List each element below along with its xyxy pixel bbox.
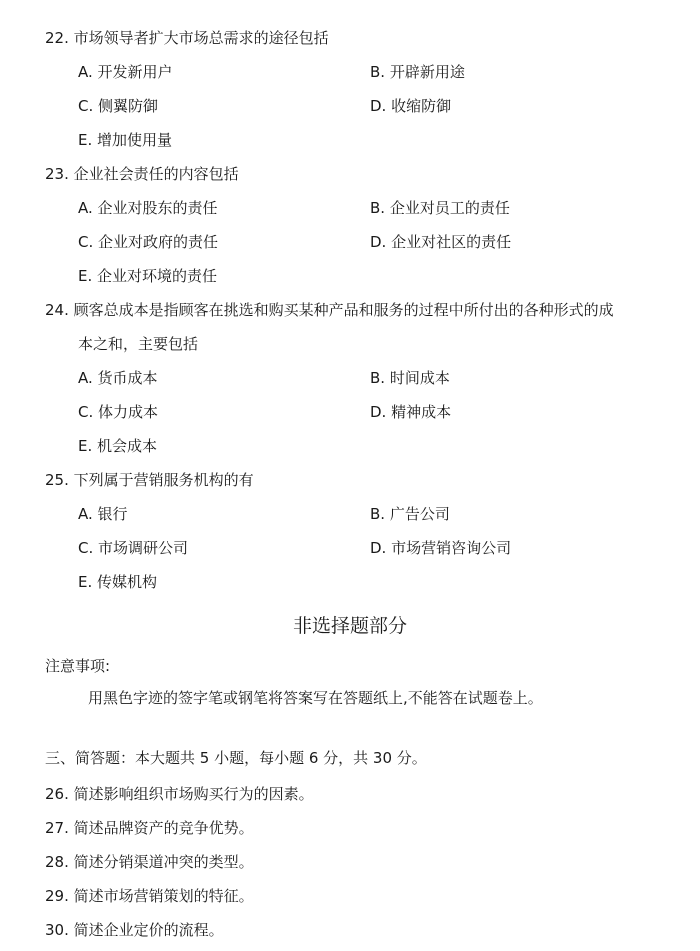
question-29: 29. 简述市场营销策划的特征。	[45, 887, 254, 905]
question-24-option-b: B. 时间成本	[370, 369, 450, 387]
section-title: 非选择题部分	[292, 615, 407, 637]
question-25-option-e: E. 传媒机构	[78, 573, 158, 591]
question-23-option-c: C. 企业对政府的责任	[78, 233, 219, 251]
question-24-stem-line2: 本之和，主要包括	[78, 335, 199, 353]
question-22-option-b: B. 开辟新用途	[370, 63, 465, 81]
question-23-stem: 23. 企业社会责任的内容包括	[45, 165, 239, 183]
notice-label: 注意事项:	[45, 657, 111, 675]
question-25-option-d: D. 市场营销咨询公司	[370, 539, 512, 557]
question-24-option-d: D. 精神成本	[370, 403, 452, 421]
question-23-option-d: D. 企业对社区的责任	[370, 233, 512, 251]
short-answer-heading: 三、简答题：本大题共 5 小题，每小题 6 分，共 30 分。	[45, 749, 427, 767]
question-23-option-b: B. 企业对员工的责任	[370, 199, 510, 217]
question-25-option-a: A. 银行	[78, 505, 128, 523]
question-26: 26. 简述影响组织市场购买行为的因素。	[45, 785, 314, 803]
question-27: 27. 简述品牌资产的竞争优势。	[45, 819, 254, 837]
question-25-stem: 25. 下列属于营销服务机构的有	[45, 471, 254, 489]
notice-text: 用黑色字迹的签字笔或钢笔将答案写在答题纸上,不能答在试题卷上。	[88, 689, 543, 707]
question-22-option-d: D. 收缩防御	[370, 97, 452, 115]
question-22-option-e: E. 增加使用量	[78, 131, 173, 149]
question-30: 30. 简述企业定价的流程。	[45, 921, 224, 939]
question-24-option-c: C. 体力成本	[78, 403, 159, 421]
question-25-option-c: C. 市场调研公司	[78, 539, 189, 557]
question-28: 28. 简述分销渠道冲突的类型。	[45, 853, 254, 871]
question-22-option-a: A. 开发新用户	[78, 63, 173, 81]
question-22-option-c: C. 侧翼防御	[78, 97, 159, 115]
question-24-option-a: A. 货币成本	[78, 369, 158, 387]
question-23-option-e: E. 企业对环境的责任	[78, 267, 218, 285]
question-23-option-a: A. 企业对股东的责任	[78, 199, 218, 217]
question-24-stem-line1: 24. 顾客总成本是指顾客在挑选和购买某种产品和服务的过程中所付出的各种形式的成	[45, 301, 614, 319]
question-25-option-b: B. 广告公司	[370, 505, 450, 523]
question-22-stem: 22. 市场领导者扩大市场总需求的途径包括	[45, 29, 329, 47]
question-24-option-e: E. 机会成本	[78, 437, 158, 455]
